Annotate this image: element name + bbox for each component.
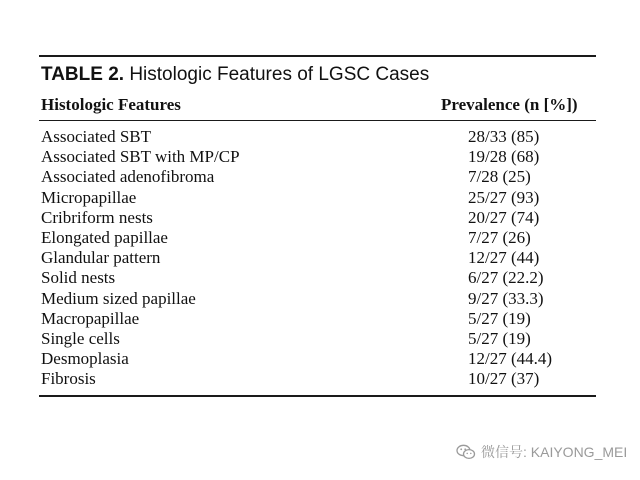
row-feature: Macropapillae <box>41 308 140 328</box>
table-row <box>41 127 596 147</box>
wechat-icon <box>456 444 476 460</box>
row-feature: Single cells <box>41 328 120 348</box>
table-row <box>41 369 596 389</box>
row-prevalence: 12/27 (44) <box>468 248 540 268</box>
row-prevalence: 9/27 (33.3) <box>468 288 544 308</box>
table-row <box>41 147 596 167</box>
table-row <box>41 248 596 268</box>
table-row <box>41 268 596 288</box>
row-prevalence: 5/27 (19) <box>468 328 531 348</box>
table-body <box>41 127 596 389</box>
row-prevalence: 10/27 (37) <box>468 369 540 389</box>
table-caption-label: TABLE 2. <box>41 64 125 85</box>
table-caption <box>41 64 429 86</box>
row-prevalence: 28/33 (85) <box>468 127 540 146</box>
table-row <box>41 349 596 369</box>
row-feature: Micropapillae <box>41 187 137 207</box>
row-prevalence: 7/28 (25) <box>468 167 531 187</box>
table-row <box>41 329 596 349</box>
row-feature: Desmoplasia <box>41 349 129 369</box>
row-feature: Solid nests <box>41 268 116 288</box>
table-top-rule <box>39 55 596 57</box>
row-prevalence: 25/27 (93) <box>468 187 540 207</box>
row-prevalence: 12/27 (44.4) <box>468 349 553 369</box>
table-row <box>41 289 596 309</box>
row-feature: Medium sized papillae <box>41 288 196 308</box>
row-feature: Glandular pattern <box>41 248 161 268</box>
table-row <box>41 167 596 187</box>
table-row <box>41 188 596 208</box>
table-row <box>41 228 596 248</box>
row-feature: Associated adenofibroma <box>41 167 215 187</box>
row-feature: Fibrosis <box>41 369 96 389</box>
table-row <box>41 309 596 329</box>
row-prevalence: 20/27 (74) <box>468 207 540 227</box>
watermark <box>456 442 627 462</box>
row-prevalence: 5/27 (19) <box>468 308 531 328</box>
table-row <box>41 208 596 228</box>
row-feature: Elongated papillae <box>41 227 168 247</box>
row-feature: Associated SBT <box>41 127 152 146</box>
table-bottom-rule <box>39 395 596 397</box>
row-prevalence: 19/28 (68) <box>468 147 540 167</box>
row-feature: Associated SBT with MP/CP <box>41 147 240 167</box>
watermark-text: 微信号: KAIYONG_MEI <box>481 444 628 460</box>
row-prevalence: 7/27 (26) <box>468 227 531 247</box>
row-feature: Cribriform nests <box>41 207 153 227</box>
row-prevalence: 6/27 (22.2) <box>468 268 544 288</box>
column-header-feature: Histologic Features <box>41 95 181 114</box>
table-header-rule <box>39 120 596 121</box>
column-header-prevalence: Prevalence (n [%]) <box>441 95 578 114</box>
table-caption-text: Histologic Features of LGSC Cases <box>129 64 430 85</box>
